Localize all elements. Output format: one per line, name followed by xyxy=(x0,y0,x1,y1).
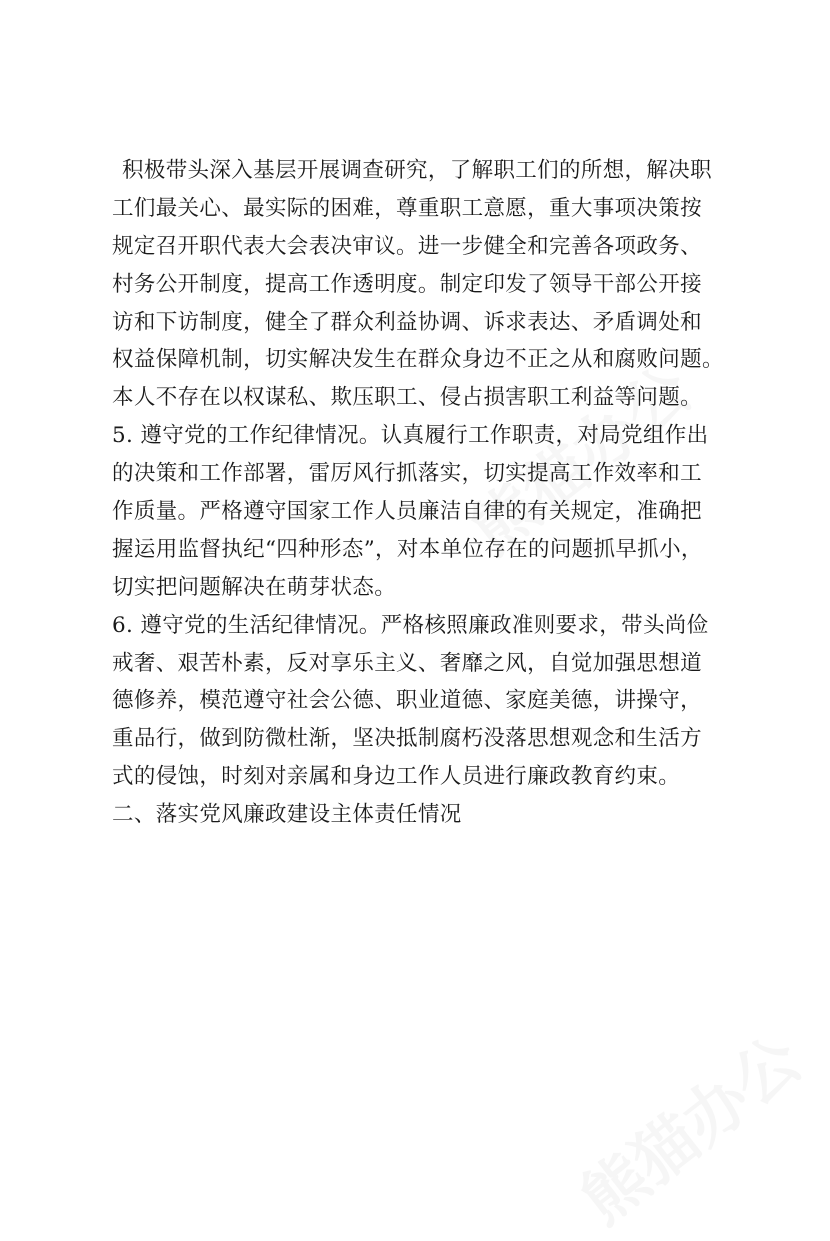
section-heading-6: 6. 遵守党的生活纪律情况。严格核照廉政准则要求，带头尚俭 xyxy=(112,612,709,638)
paragraph-line: 村务公开制度，提高工作透明度。制定印发了领导干部公开接 xyxy=(112,271,702,297)
paragraph-line: 的决策和工作部署，雷厉风行抓落实，切实提高工作效率和工 xyxy=(112,461,702,487)
document-body xyxy=(112,152,752,834)
paragraph-line: 式的侵蚀，时刻对亲属和身边工作人员进行廉政教育约束。 xyxy=(112,764,681,790)
paragraph-line: 访和下访制度，健全了群众利益协调、诉求表达、矛盾调处和 xyxy=(112,309,702,335)
paragraph-line: 规定召开职代表大会表决审议。进一步健全和完善各项政务、 xyxy=(112,233,702,259)
paragraph-line: 积极带头深入基层开展调查研究，了解职工们的所想，解决职 xyxy=(122,158,712,183)
paragraph-line: 工们最关心、最实际的困难，尊重职工意愿，重大事项决策按 xyxy=(112,195,702,221)
paragraph-line: 戒奢、艰苦朴素，反对享乐主义、奢靡之风，自觉加强思想道 xyxy=(112,650,702,676)
paragraph-line: 握运用监督执纪“四种形态”，对本单位存在的问题抓早抓小， xyxy=(112,536,703,562)
paragraph-line: 权益保障机制，切实解决发生在群众身边不正之从和腐败问题。 xyxy=(112,347,724,373)
section-heading-2: 二、落实党风廉政建设主体责任情况 xyxy=(112,802,462,828)
paragraph-line: 本人不存在以权谋私、欺压职工、侵占损害职工利益等问题。 xyxy=(112,385,702,411)
section-heading-5: 5. 遵守党的工作纪律情况。认真履行工作职责，对局党组作出 xyxy=(112,423,709,449)
watermark xyxy=(559,1011,817,1241)
paragraph-line: 重品行，做到防微杜渐，坚决抵制腐朽没落思想观念和生活方 xyxy=(112,726,702,752)
paragraph-line: 德修养，模范遵守社会公德、职业道德、家庭美德，讲操守， xyxy=(112,688,702,714)
paragraph-line: 作质量。严格遵守国家工作人员廉洁自律的有关规定，准确把 xyxy=(112,499,702,525)
paragraph-line: 切实把问题解决在萌芽状态。 xyxy=(112,574,397,600)
